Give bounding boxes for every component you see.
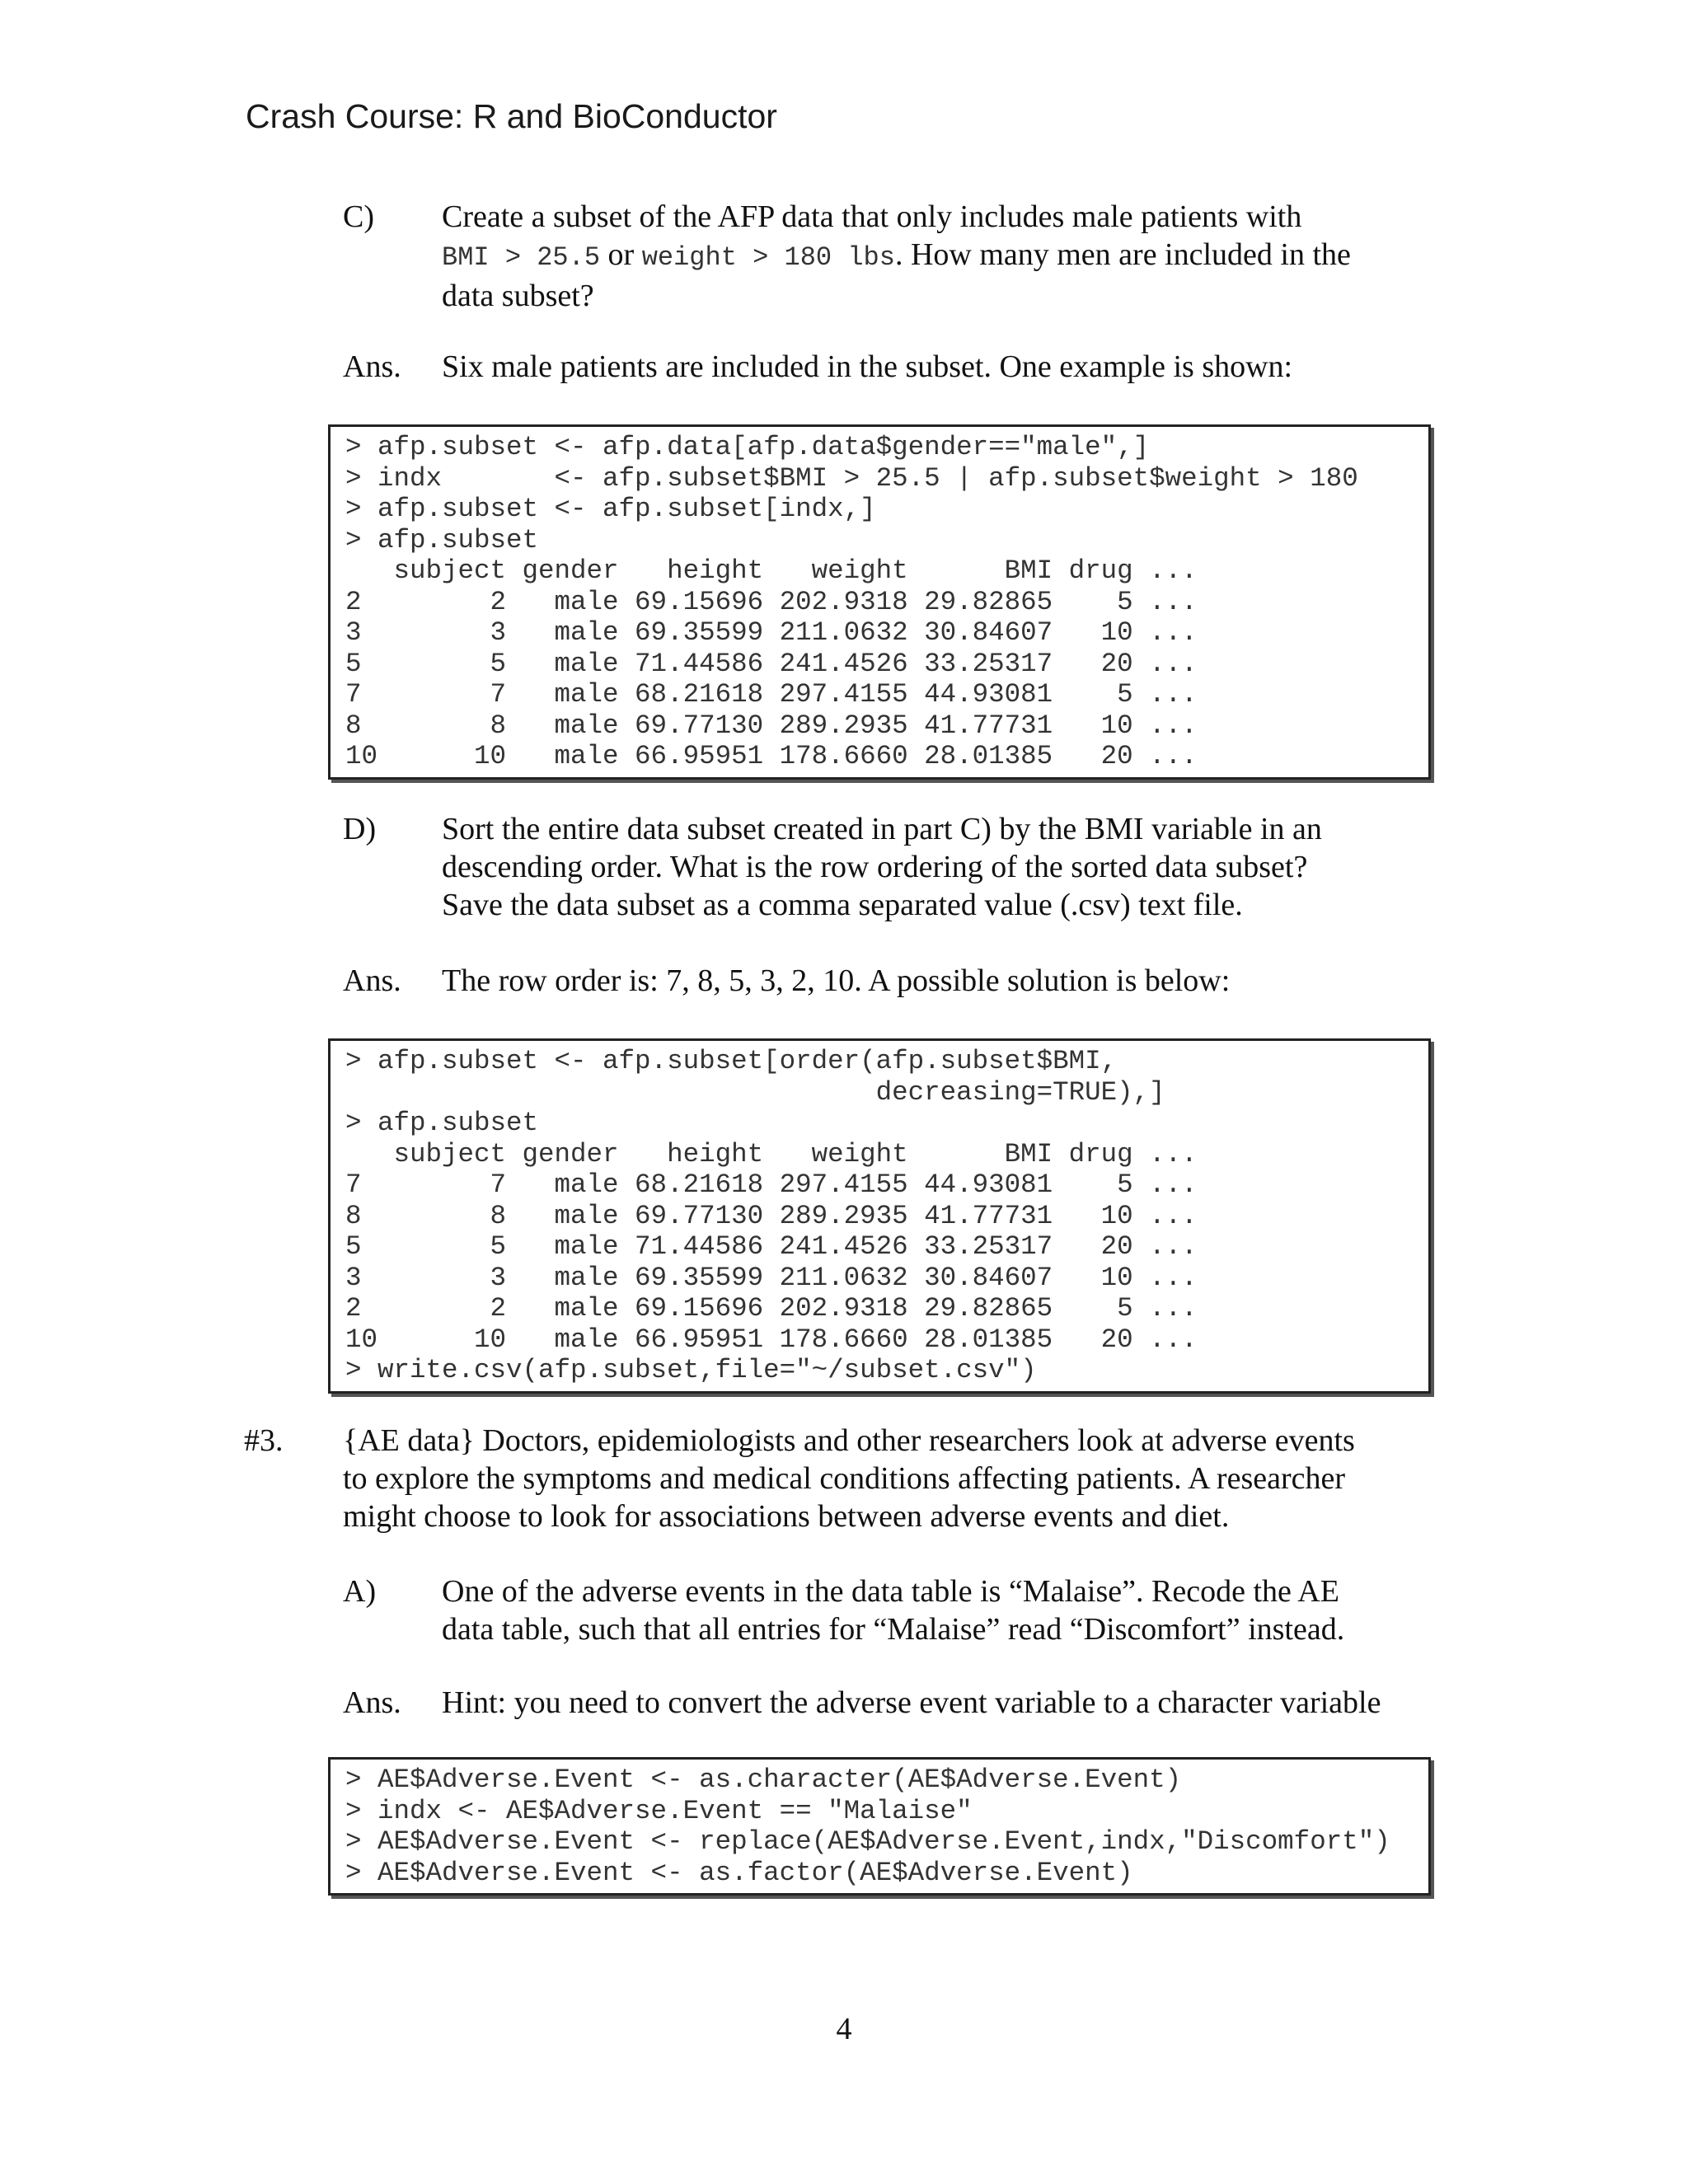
- question-text-part2: . How many men are included in the: [894, 237, 1351, 272]
- code-line: > afp.subset <- afp.data[afp.data$gender=="male",]: [345, 432, 1150, 462]
- code-line: > AE$Adverse.Event <- as.factor(AE$Adverse.Event): [345, 1857, 1133, 1888]
- code-block-2c: [328, 424, 1431, 780]
- question-number: #3.: [244, 1423, 284, 1458]
- code-line: > afp.subset <- afp.subset[indx,]: [345, 494, 876, 524]
- question-text-line3: Save the data subset as a comma separated value (.csv) text file.: [442, 888, 1243, 922]
- code-line: 7 7 male 68.21618 297.4155 44.93081 5 ...: [345, 679, 1198, 710]
- code-line: subject gender height weight BMI drug ...: [345, 1138, 1198, 1169]
- question-text-or: or: [600, 237, 642, 272]
- question-text: [442, 1572, 1464, 1648]
- inline-code-bmi: BMI > 25.5: [442, 242, 601, 273]
- code-block-2d: [328, 1038, 1431, 1394]
- code-block-3a: [328, 1757, 1431, 1896]
- code-line: > AE$Adverse.Event <- as.character(AE$Adverse.Event): [345, 1765, 1182, 1795]
- code-line: > indx <- AE$Adverse.Event == "Malaise": [345, 1795, 973, 1826]
- question-text-part1: Create a subset of the AFP data that only includes male patients with: [442, 199, 1302, 234]
- question-text: [442, 810, 1464, 924]
- code-line: > indx <- afp.subset$BMI > 25.5 | afp.subset$weight > 180: [345, 462, 1358, 494]
- question-label: C): [343, 199, 374, 234]
- question-3: [244, 1422, 1365, 1535]
- answer-text: The row order is: 7, 8, 5, 3, 2, 10. A possible solution is below:: [442, 963, 1231, 998]
- code-line: 2 2 male 69.15696 202.9318 29.82865 5 ...: [345, 586, 1198, 617]
- code-line: 10 10 male 66.95951 178.6660 28.01385 20 ...: [345, 1324, 1198, 1355]
- answer-2c: [343, 348, 1464, 386]
- page-header-title: Crash Course: R and BioConductor: [246, 97, 777, 135]
- page-number: 4: [836, 2012, 852, 2046]
- answer-2d: [343, 962, 1464, 1000]
- code-line: > afp.subset: [345, 524, 539, 555]
- code-line: 2 2 male 69.15696 202.9318 29.82865 5 ...: [345, 1293, 1198, 1324]
- answer-text: Six male patients are included in the subset. One example is shown:: [442, 349, 1293, 384]
- code-line: > AE$Adverse.Event <- replace(AE$Adverse.Event,indx,"Discomfort"): [345, 1826, 1390, 1857]
- question-text-line1: {AE data} Doctors, epidemiologists and other researchers look at adverse events: [343, 1423, 1355, 1458]
- code-line: 3 3 male 69.35599 211.0632 30.84607 10 ...: [345, 617, 1198, 648]
- answer-label: Ans.: [343, 349, 401, 384]
- code-line: 5 5 male 71.44586 241.4526 33.25317 20 ...: [345, 648, 1198, 679]
- question-2c: [343, 198, 1464, 315]
- question-text-line1: One of the adverse events in the data table is “Malaise”. Recode the AE: [442, 1574, 1339, 1609]
- question-3a: [343, 1572, 1464, 1648]
- answer-label: Ans.: [343, 1685, 401, 1720]
- inline-code-weight: weight > 180 lbs: [641, 242, 895, 273]
- code-line: decreasing=TRUE),]: [345, 1076, 1165, 1108]
- question-text: [442, 198, 1464, 315]
- question-text-line2: descending order. What is the row ordering of the sorted data subset?: [442, 850, 1308, 884]
- code-line: 3 3 male 69.35599 211.0632 30.84607 10 ...: [345, 1262, 1198, 1293]
- code-line: 8 8 male 69.77130 289.2935 41.77731 10 ...: [345, 710, 1198, 741]
- code-line: > afp.subset: [345, 1108, 539, 1138]
- code-line: subject gender height weight BMI drug ...: [345, 555, 1198, 586]
- question-text-line1: Sort the entire data subset created in part C) by the BMI variable in an: [442, 812, 1322, 846]
- code-line: 7 7 male 68.21618 297.4155 44.93081 5 ...: [345, 1169, 1198, 1200]
- question-2d: [343, 810, 1464, 924]
- question-text: [343, 1422, 1365, 1535]
- code-line: 5 5 male 71.44586 241.4526 33.25317 20 ...: [345, 1231, 1198, 1262]
- question-text-line2: data table, such that all entries for “Malaise” read “Discomfort” instead.: [442, 1612, 1345, 1647]
- question-label: D): [343, 812, 377, 846]
- question-text-part3: data subset?: [442, 279, 594, 313]
- question-text-line2: to explore the symptoms and medical conditions affecting patients. A researcher: [343, 1461, 1345, 1496]
- code-line: > write.csv(afp.subset,file="~/subset.csv"): [345, 1355, 1037, 1385]
- code-line: 8 8 male 69.77130 289.2935 41.77731 10 ...: [345, 1200, 1198, 1231]
- answer-3a: [343, 1684, 1464, 1722]
- question-label: A): [343, 1574, 377, 1609]
- code-line: 10 10 male 66.95951 178.6660 28.01385 20 ...: [345, 741, 1198, 771]
- answer-label: Ans.: [343, 963, 401, 998]
- answer-text: Hint: you need to convert the adverse event variable to a character variable: [442, 1685, 1381, 1720]
- question-text-line3: might choose to look for associations between adverse events and diet.: [343, 1499, 1230, 1534]
- code-line: > afp.subset <- afp.subset[order(afp.subset$BMI,: [345, 1046, 1118, 1076]
